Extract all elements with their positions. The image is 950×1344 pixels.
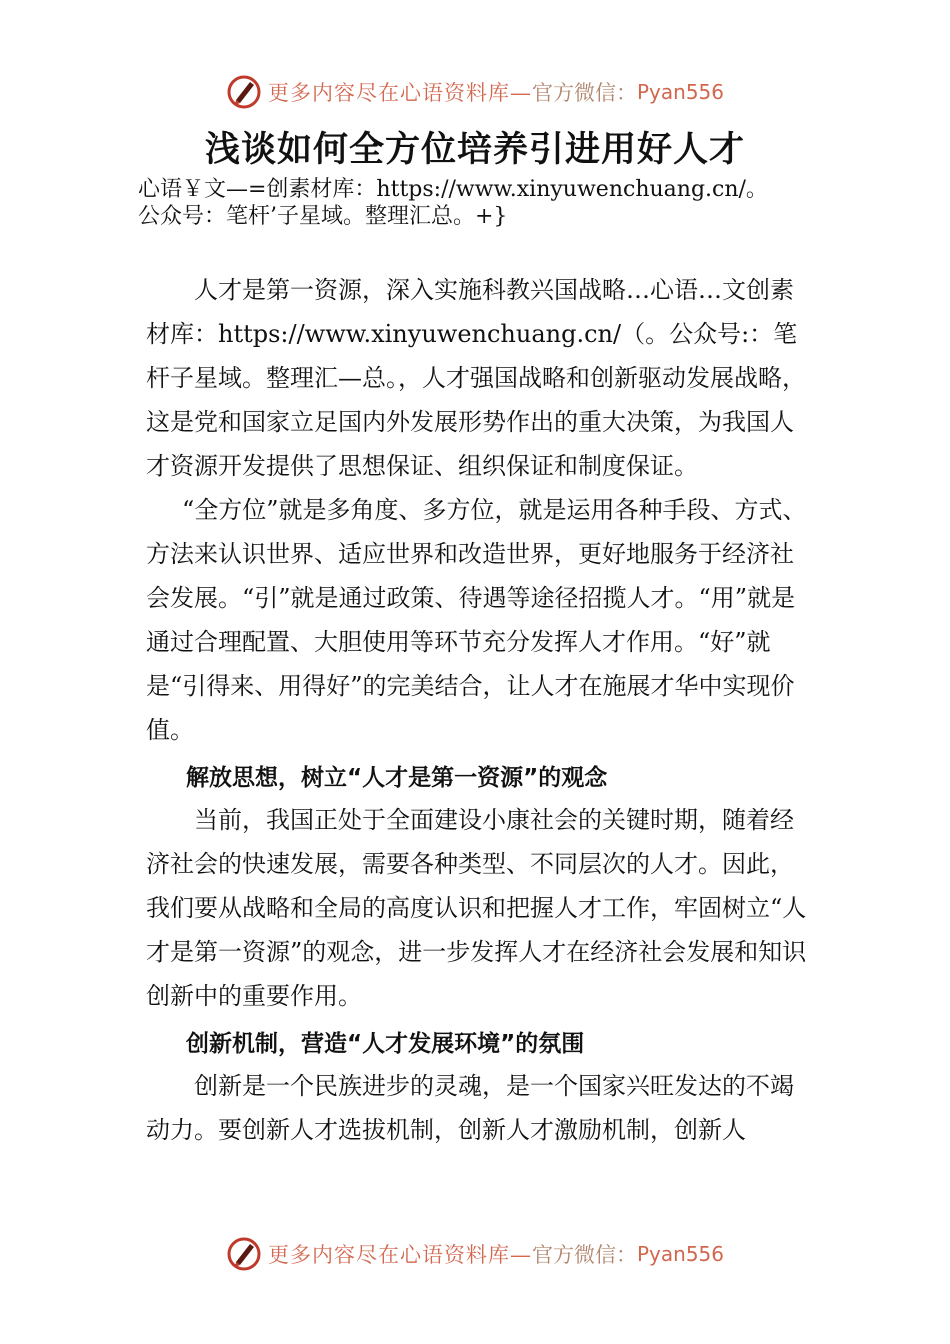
document-title: 浅谈如何全方位培养引进用好人才	[204, 130, 745, 170]
paragraph-2: “全方位”就是多角度、多方位，就是运用各种手段、方式、方法来认识世界、适应世界和改造世界，更好地服务于经济社会发展。“引”就是通过政策、待遇等途径招揽人才。“用”就是通过合理配置、大胆使用等环节充分发挥人才作用。“好”就是“引得来、用得好”的完美结合，让人才在施展才华中实现价值。	[146, 496, 807, 744]
section-1-text: 当前，我国正处于全面建设小康社会的关键时期，随着经济社会的快速发展，需要各种类型、不同层次的人才。因此，我们要从战略和全局的高度认识和把握人才工作，牢固树立“人才是第一资源”的观念，进一步发挥人才在经济社会发展和知识创新中的重要作用。	[146, 806, 807, 1010]
pen-circle-logo-icon	[226, 74, 262, 110]
source-line-1: 心语￥文—=创素材库：https://www.xinyuwenchuang.cn/。	[138, 177, 768, 202]
watermark-wechat-label: 官方微信：	[531, 1243, 637, 1267]
section-1-heading: 解放思想，树立“人才是第一资源”的观念	[186, 765, 608, 791]
pen-circle-logo-icon	[226, 1236, 262, 1272]
watermark-text: 更多内容尽在心语资料库—	[267, 81, 532, 105]
watermark-wechat-id: Pyan556	[636, 80, 724, 104]
source-line-2: 公众号：笔杆’子星域。整理汇总。+}	[138, 204, 508, 229]
document-body	[146, 268, 811, 1152]
section-2-text: 创新是一个民族进步的灵魂，是一个国家兴旺发达的不竭动力。要创新人才选拔机制，创新人才激励机制，创新人	[146, 1072, 794, 1144]
watermark-wechat-id: Pyan556	[636, 1242, 724, 1266]
paragraph-1: 人才是第一资源，深入实施科教兴国战略…心语…文创素材库：https://www.xinyuwenchuang.cn/（。公众号:：笔杆子星域。整理汇—总。，人才强国战略和创新驱动发展战略，这是党和国家立足国内外发展形势作出的重大决策，为我国人才资源开发提供了思想保证、组织保证和制度保证。	[146, 276, 806, 480]
footer-watermark	[0, 1232, 950, 1276]
watermark-wechat-label: 官方微信：	[531, 81, 637, 105]
header-watermark	[0, 70, 950, 114]
section-2-heading: 创新机制，营造“人才发展环境”的氛围	[186, 1031, 585, 1057]
watermark-text: 更多内容尽在心语资料库—	[267, 1243, 532, 1267]
